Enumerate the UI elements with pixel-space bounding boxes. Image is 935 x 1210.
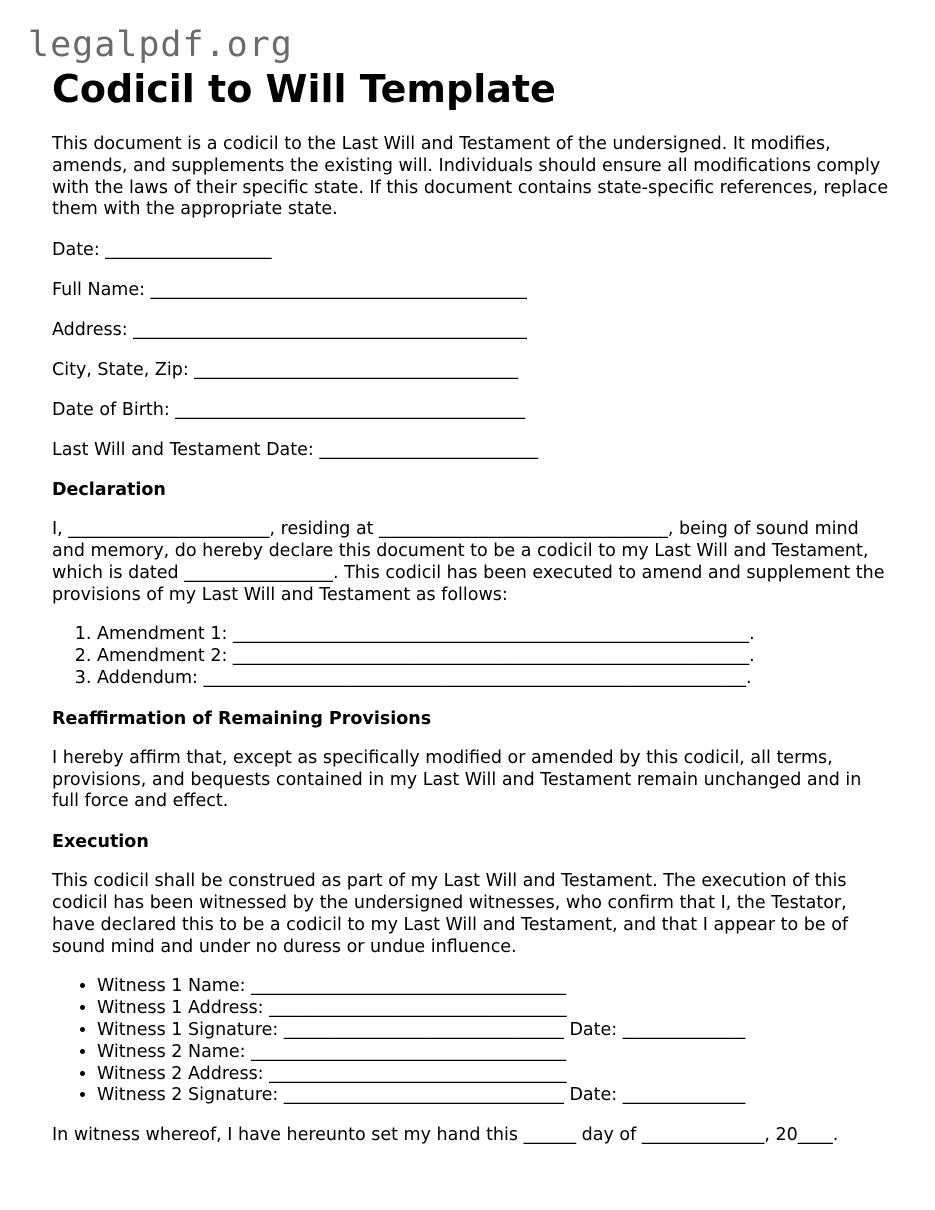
execution-heading: Execution (52, 832, 149, 853)
list-item[interactable]: • Witness 2 Signature: ________________________________ Date: ______________ (97, 1085, 892, 1107)
full-name-field[interactable]: Full Name: ___________________________________________ (52, 280, 527, 301)
list-item[interactable]: • Witness 1 Name: ____________________________________ (97, 976, 892, 998)
intro-paragraph: This document is a codicil to the Last Will and Testament of the undersigned. It modifies, amends, and supplements the existing will. Individuals should ensure all modifications comply with the laws of their specific state. If this document contains state-specific references, replace them with the appropriate state. (52, 134, 889, 220)
list-item[interactable]: • Witness 2 Address: __________________________________ (97, 1064, 892, 1086)
city-state-zip-field[interactable]: City, State, Zip: _____________________________________ (52, 360, 519, 381)
will-date-field[interactable]: Last Will and Testament Date: _________________________ (52, 440, 539, 461)
witness-list (52, 976, 892, 1107)
closing-paragraph[interactable]: In witness whereof, I have hereunto set my hand this ______ day of ______________, 20____. (52, 1125, 839, 1146)
list-item[interactable]: • Witness 2 Name: ____________________________________ (97, 1042, 892, 1064)
reaffirmation-heading: Reaffirmation of Remaining Provisions (52, 708, 432, 729)
execution-paragraph: This codicil shall be construed as part of my Last Will and Testament. The execution of this codicil has been witnessed by the undersigned witnesses, who confirm that I, the Testator, have declared this to be a codicil to my Last Will and Testament, and that I appear to be of sound mind and under no duress or undue influence. (52, 871, 849, 957)
declaration-heading: Declaration (52, 480, 166, 501)
watermark-logo: legalpdf.org (28, 25, 293, 65)
list-item[interactable]: 1. Amendment 1: ___________________________________________________________. (97, 624, 892, 646)
list-item[interactable]: 2. Amendment 2: ___________________________________________________________. (97, 646, 892, 668)
date-field[interactable]: Date: ___________________ (52, 240, 272, 261)
list-item[interactable]: 3. Addendum: ______________________________________________________________. (97, 668, 892, 690)
address-field[interactable]: Address: _____________________________________________ (52, 320, 527, 341)
reaffirmation-paragraph: I hereby affirm that, except as specifically modified or amended by this codicil, all terms, provisions, and bequests contained in my Last Will and Testament remain unchanged and in full force and effect. (52, 747, 862, 812)
date-of-birth-field[interactable]: Date of Birth: ________________________________________ (52, 400, 526, 421)
list-item[interactable]: • Witness 1 Signature: ________________________________ Date: ______________ (97, 1020, 892, 1042)
amendment-list (52, 624, 892, 689)
document-page (52, 66, 892, 1165)
declaration-paragraph: I, _______________________, residing at _________________________________, being of sound mind and memory, do hereby declare this document to be a codicil to my Last Will and Testament, which is dated _________________. This codicil has been executed to amend and supplement the provisions of my Last Will and Testament as follows: (52, 519, 885, 605)
list-item[interactable]: • Witness 1 Address: __________________________________ (97, 998, 892, 1020)
page-title: Codicil to Will Template (52, 67, 556, 111)
